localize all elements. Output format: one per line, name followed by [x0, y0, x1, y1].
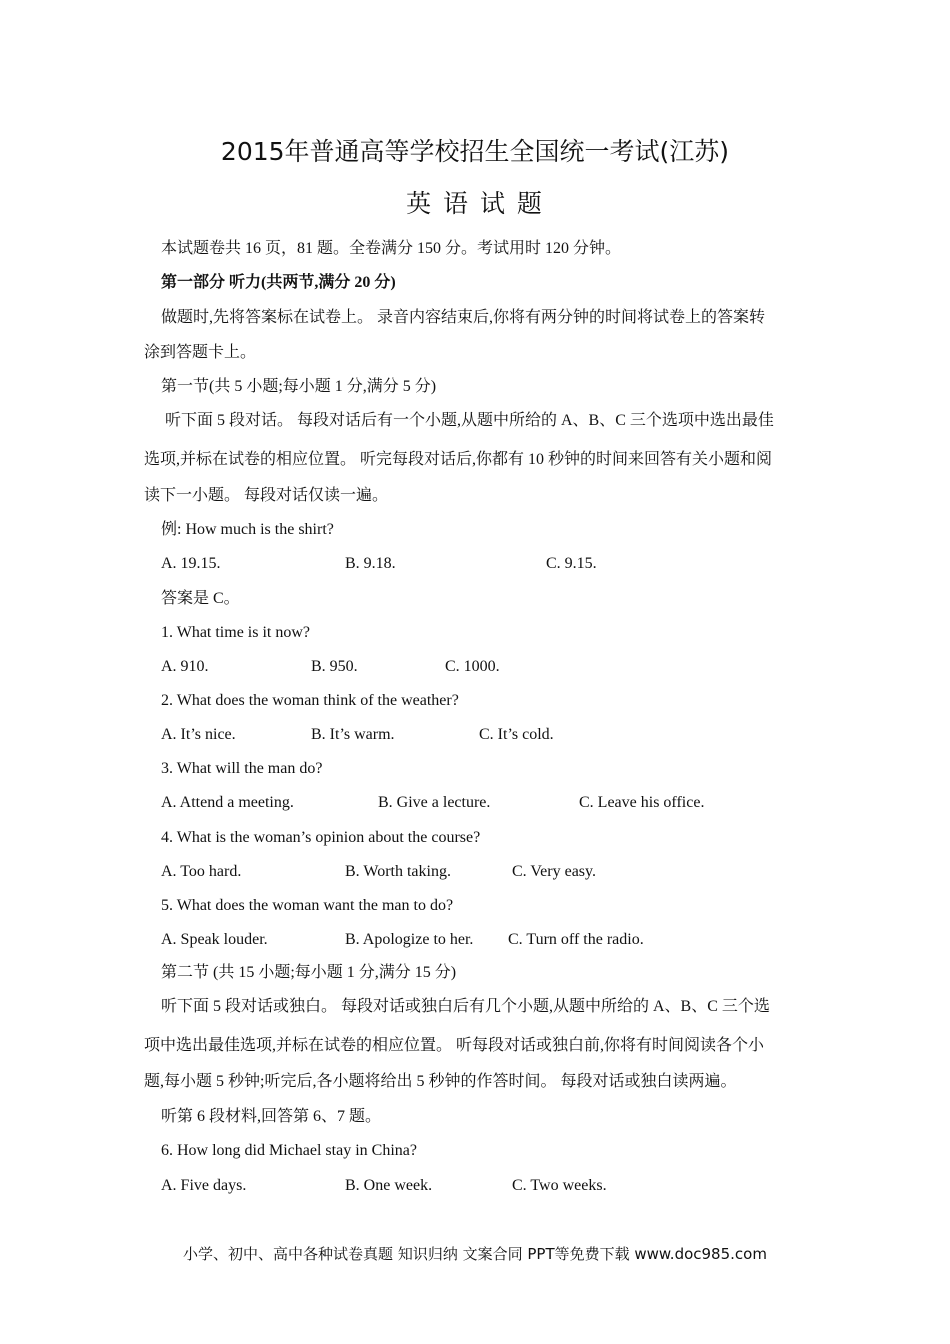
question-5: 5. What does the woman want the man to do?	[161, 897, 454, 914]
section2-heading: 第二节 (共 15 小题;每小题 1 分,满分 15 分)	[161, 964, 457, 981]
question-3-option-b: B. Give a lecture.	[378, 794, 491, 811]
question-5-option-c: C. Turn off the radio.	[508, 931, 644, 948]
question-2: 2. What does the woman think of the weather?	[161, 692, 459, 709]
section2-instruction-line: 项中选出最佳选项,并标在试卷的相应位置。 听每段对话或独白前,你将有时间阅读各个小	[144, 1037, 765, 1054]
material-note: 听第 6 段材料,回答第 6、7 题。	[161, 1108, 382, 1125]
question-4: 4. What is the woman’s opinion about the course?	[161, 829, 481, 846]
question-1-option-c: C. 1000.	[445, 658, 500, 675]
question-3-option-c: C. Leave his office.	[579, 794, 705, 811]
exam-title: 2015年普通高等学校招生全国统一考试(江苏)	[220, 137, 730, 166]
question-2-option-c: C. It’s cold.	[479, 726, 554, 743]
question-4-option-c: C. Very easy.	[512, 863, 596, 880]
footer-text: 小学、初中、高中各种试卷真题 知识归纳 文案合同 PPT等免费下载 www.doc985.com	[183, 1245, 767, 1263]
question-4-option-b: B. Worth taking.	[345, 863, 451, 880]
question-6: 6. How long did Michael stay in China?	[161, 1142, 417, 1159]
section1-heading: 第一节(共 5 小题;每小题 1 分,满分 5 分)	[161, 378, 437, 395]
part1-heading: 第一部分 听力(共两节,满分 20 分)	[161, 274, 396, 291]
exam-subtitle: 英 语 试 题	[406, 189, 544, 218]
example-option-a: A. 19.15.	[161, 555, 221, 572]
question-6-option-b: B. One week.	[345, 1177, 433, 1194]
section1-instruction-line: 读下一小题。 每段对话仅读一遍。	[144, 487, 389, 504]
question-2-option-a: A. It’s nice.	[161, 726, 236, 743]
example-question: 例: How much is the shirt?	[161, 521, 334, 538]
question-5-option-a: A. Speak louder.	[161, 931, 268, 948]
question-3: 3. What will the man do?	[161, 760, 323, 777]
question-1-option-a: A. 910.	[161, 658, 209, 675]
section2-instruction-line: 听下面 5 段对话或独白。 每段对话或独白后有几个小题,从题中所给的 A、B、C 三个选	[161, 998, 770, 1015]
example-answer: 答案是 C。	[161, 590, 240, 607]
question-6-option-c: C. Two weeks.	[512, 1177, 607, 1194]
question-1: 1. What time is it now?	[161, 624, 311, 641]
question-6-option-a: A. Five days.	[161, 1177, 247, 1194]
example-option-b: B. 9.18.	[345, 555, 396, 572]
part1-instruction-line: 涂到答题卡上。	[144, 344, 257, 361]
section1-instruction-line: 听下面 5 段对话。 每段对话后有一个小题,从题中所给的 A、B、C 三个选项中选出最佳	[165, 412, 774, 429]
example-option-c: C. 9.15.	[546, 555, 597, 572]
intro-text: 本试题卷共 16 页，81 题。全卷满分 150 分。考试用时 120 分钟。	[161, 240, 622, 257]
question-3-option-a: A. Attend a meeting.	[161, 794, 294, 811]
section2-instruction-line: 题,每小题 5 秒钟;听完后,各小题将给出 5 秒钟的作答时间。 每段对话或独白读两遍。	[144, 1073, 737, 1090]
question-4-option-a: A. Too hard.	[161, 863, 242, 880]
part1-instruction-line: 做题时,先将答案标在试卷上。 录音内容结束后,你将有两分钟的时间将试卷上的答案转	[161, 309, 766, 326]
question-2-option-b: B. It’s warm.	[311, 726, 395, 743]
question-1-option-b: B. 950.	[311, 658, 358, 675]
question-5-option-b: B. Apologize to her.	[345, 931, 474, 948]
section1-instruction-line: 选项,并标在试卷的相应位置。 听完每段对话后,你都有 10 秒钟的时间来回答有关小题和阅	[144, 451, 773, 468]
